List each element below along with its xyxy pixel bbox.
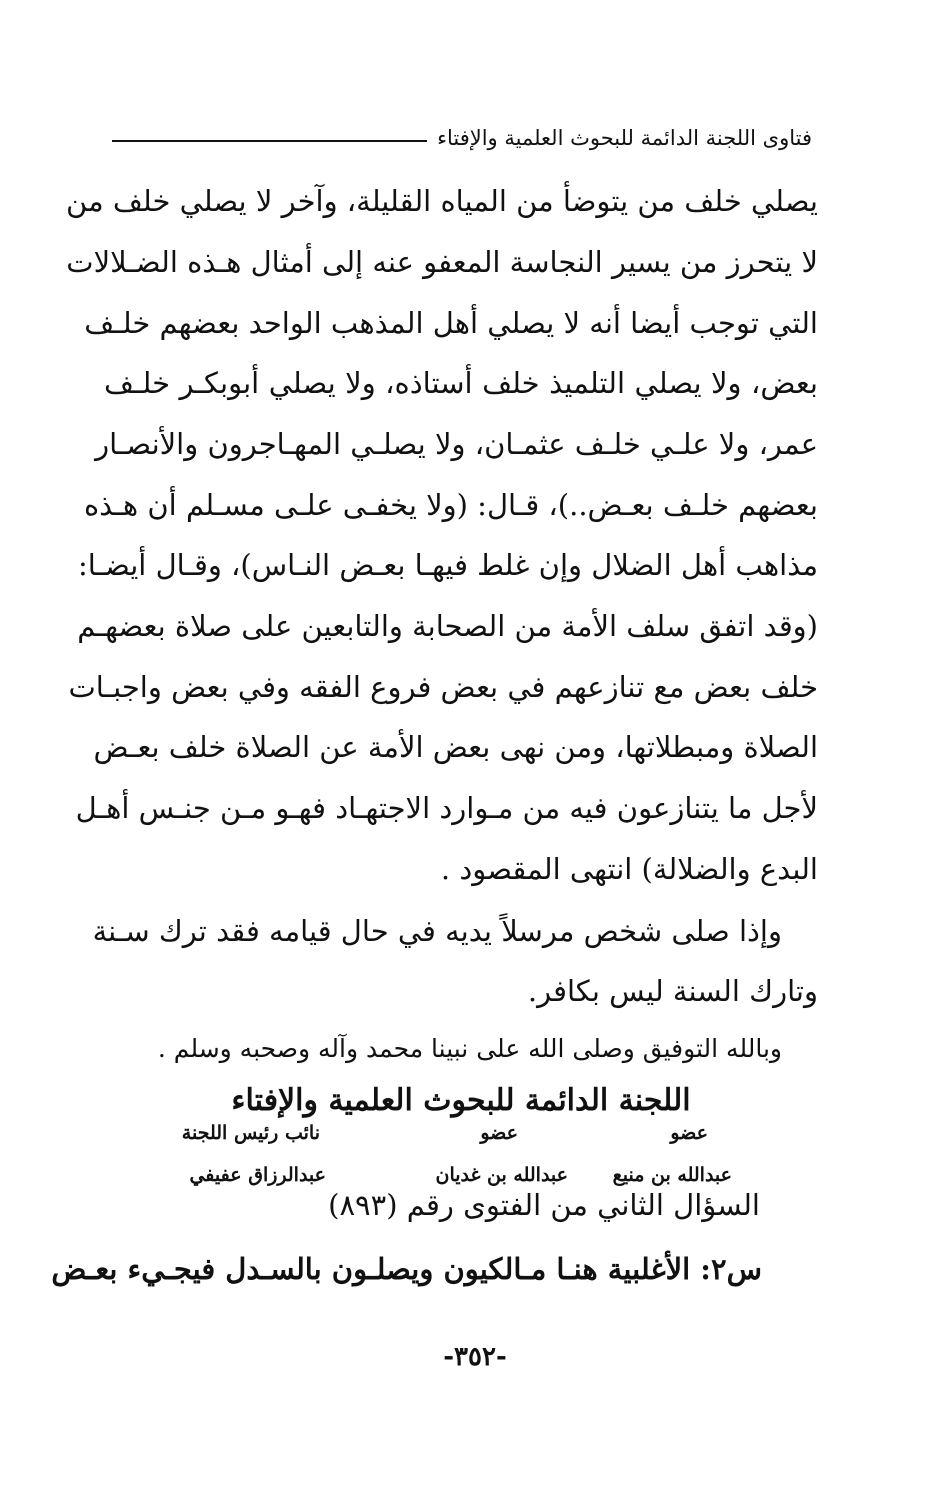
- body-line: خلف بعض مع تنازعهم في بعض فروع الفقه وفي بعض واجبـات: [68, 670, 818, 704]
- signatory-name: عبدالله بن غديان: [435, 1164, 568, 1186]
- signatory-name: عبدالله بن منيع: [612, 1164, 732, 1186]
- committee-title: اللجنة الدائمة للبحوث العلمية والإفتاء: [231, 1083, 691, 1118]
- body-line: لأجل ما يتنازعون فيه من مـوارد الاجتهـاد فهـو مـن جنـس أهـل: [75, 791, 818, 825]
- question-title: السؤال الثاني من الفتوى رقم (٨٩٣): [328, 1188, 760, 1222]
- question-line: س٢: الأغلبية هنـا مـالكيون ويصلـون بالسـدل فيجـيء بعـض: [51, 1252, 762, 1286]
- page-number: -٣٥٢-: [443, 1342, 507, 1372]
- signatory-role: عضو: [670, 1122, 708, 1144]
- body-line: (وقد اتفق سلف الأمة من الصحابة والتابعين على صلاة بعضهـم: [77, 609, 818, 643]
- signatory-role: عضو: [480, 1122, 518, 1144]
- body-line: مذاهب أهل الضلال وإن غلط فيهـا بعـض النـاس)، وقـال أيضـا:: [77, 548, 818, 582]
- header-rule: [112, 140, 427, 142]
- body-line: عمر، ولا علـي خلـف عثمـان، ولا يصلـي المهـاجرون والأنصـار: [95, 427, 818, 461]
- header-title: فتاوى اللجنة الدائمة للبحوث العلمية والإفتاء: [437, 126, 812, 150]
- body-line: البدع والضلالة) انتهى المقصود .: [440, 852, 818, 886]
- body-line: بعض، ولا يصلي التلميذ خلف أستاذه، ولا يصلي أبوبكـر خلـف: [104, 366, 818, 400]
- signatory-name: عبدالرزاق عفيفي: [189, 1164, 326, 1186]
- signatory-role: نائب رئيس اللجنة: [181, 1122, 320, 1144]
- running-header: [112, 118, 812, 158]
- body-line: بعضهم خلـف بعـض..)، قـال: (ولا يخفـى علـى مسـلم أن هـذه: [83, 488, 818, 522]
- body-line: لا يتحرز من يسير النجاسة المعفو عنه إلى أمثال هـذه الضـلالات: [66, 245, 818, 279]
- paragraph-line: وإذا صلى شخص مرسلاً يديه في حال قيامه فقد ترك سـنة: [92, 914, 782, 948]
- body-line: الصلاة ومبطلاتها، ومن نهى بعض الأمة عن الصلاة خلف بعـض: [93, 730, 818, 764]
- paragraph-line: وتارك السنة ليس بكافر.: [527, 974, 818, 1008]
- closing-line: وبالله التوفيق وصلى الله على نبينا محمد وآله وصحبه وسلم .: [157, 1034, 782, 1063]
- body-line: التي توجب أيضا أنه لا يصلي أهل المذهب الواحد بعضهم خلـف: [84, 306, 818, 340]
- body-line: يصلي خلف من يتوضأ من المياه القليلة، وآخر لا يصلي خلف من: [66, 184, 818, 218]
